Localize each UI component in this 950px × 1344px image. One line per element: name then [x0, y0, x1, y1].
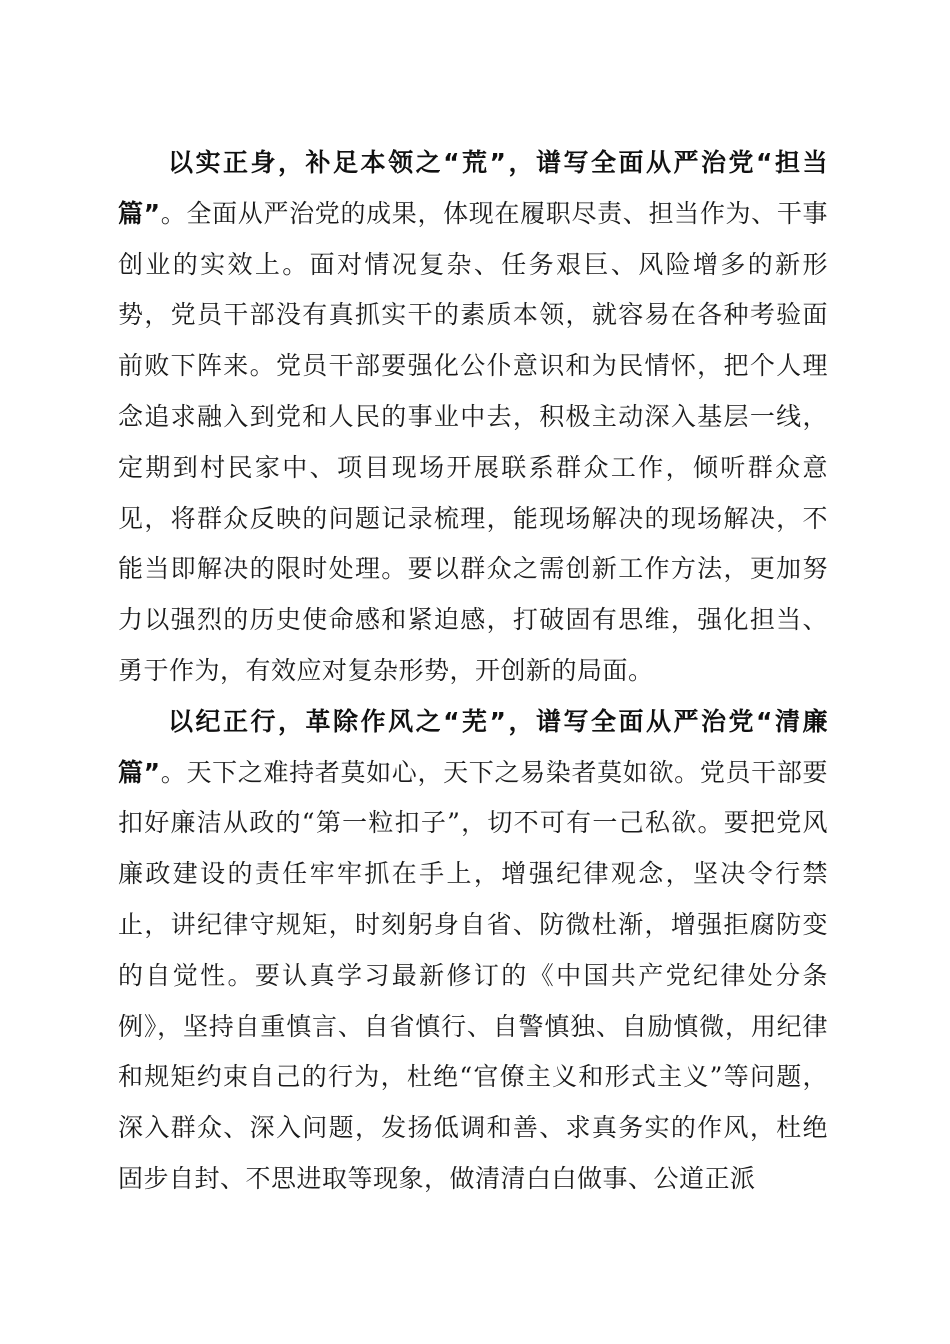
paragraph-2-text: 。天下之难持者莫如心，天下之易染者莫如欲。党员干部要扣好廉洁从政的“第一粒扣子”，切不可有一己私欲。要把党风廉政建设的责任牢牢抓在手上，增强纪律观念，坚决令行禁止，讲纪律守规矩，时刻躬身自省、防微杜渐，增强拒腐防变的自觉性。要认真学习最新修订的《中国共产党纪律处分条例》，坚持自重慎言、自省慎行、自警慎独、自励慎微，用纪律和规矩约束自己的行为，杜绝“官僚主义和形式主义”等问题，深入群众、深入问题，发扬低调和善、求真务实的作风，杜绝固步自封、不思进取等现象，做清清白白做事、公道正派 — [118, 757, 828, 1193]
paragraph-2 — [118, 697, 828, 1205]
paragraph-1-heading: 以实正身，补足本领之“荒”，谱写全面从严治党“担当篇” — [118, 148, 828, 228]
paragraph-1 — [118, 138, 828, 697]
paragraph-2-heading: 以纪正行，革除作风之“芜”，谱写全面从严治党“清廉篇” — [118, 706, 828, 787]
paragraph-1-text: 。全面从严治党的成果，体现在履职尽责、担当作为、干事创业的实效上。面对情况复杂、任务艰巨、风险增多的新形势，党员干部没有真抓实干的素质本领，就容易在各种考验面前败下阵来。党员干部要强化公仆意识和为民情怀，把个人理念追求融入到党和人民的事业中去，积极主动深入基层一线，定期到村民家中、项目现场开展联系群众工作，倾听群众意见，将群众反映的问题记录梳理，能现场解决的现场解决，不能当即解决的限时处理。要以群众之需创新工作方法，更加努力以强烈的历史使命感和紧迫感，打破固有思维，强化担当、勇于作为，有效应对复杂形势，开创新的局面。 — [118, 198, 828, 685]
document-body — [118, 138, 828, 1205]
